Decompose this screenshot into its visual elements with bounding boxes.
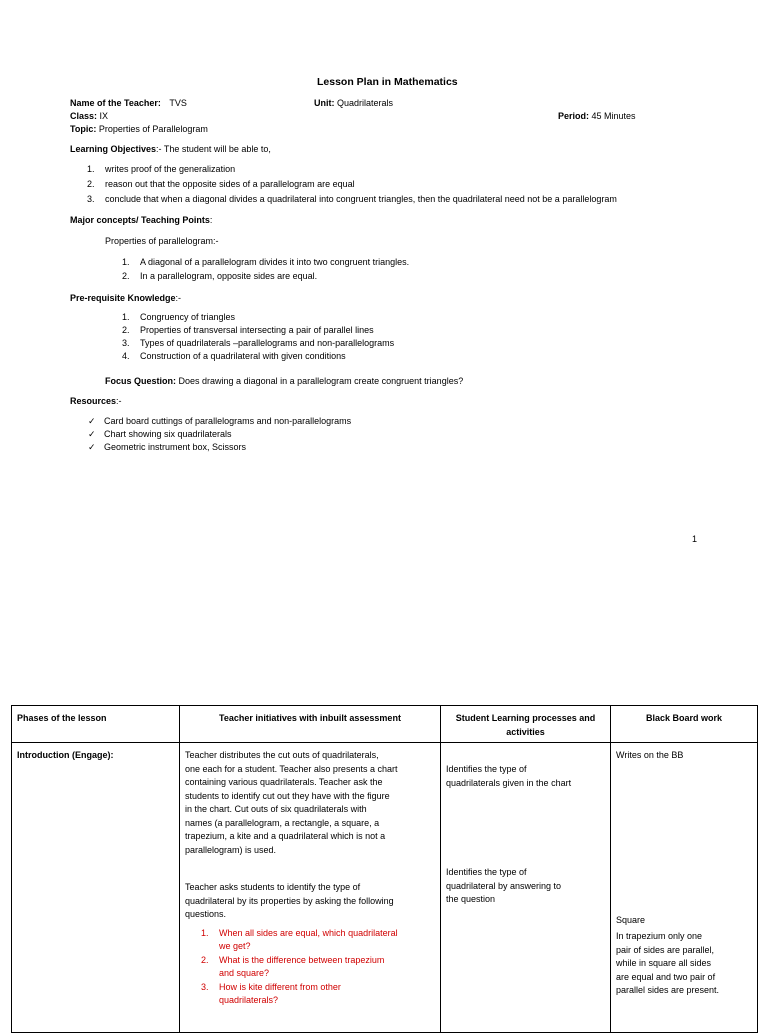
board-text-3: In trapezium only one pair of sides are parallel, while in square all sides are equal and two pair of parallel sides are present.: [616, 931, 720, 995]
focus-question-text: Does drawing a diagonal in a parallelogram create congruent triangles?: [178, 376, 464, 386]
list-item: 4. Construction of a quadrilateral with given conditions: [122, 351, 346, 361]
checkmark-icon: ✓: [88, 442, 96, 452]
board-cell: [611, 743, 758, 1033]
teacher-paragraph-2: Teacher asks students to identify the type of quadrilateral by its properties by asking the following questions.: [185, 882, 394, 919]
list-item: 2. What is the difference between trapezium and square?: [201, 954, 385, 978]
list-item: 3. conclude that when a diagonal divides a quadrilateral into congruent triangles, then the quadrilateral need not be a parallelogram: [87, 194, 617, 204]
page-number: 1: [692, 534, 698, 544]
teacher-value: TVS: [169, 98, 187, 108]
unit-label: Unit: [314, 98, 332, 108]
student-paragraph-2: Identifies the type of quadrilateral by answering to the question: [446, 867, 562, 904]
table-header-row: [12, 706, 758, 743]
list-item: 1. Congruency of triangles: [122, 312, 236, 322]
board-text-2: Square: [616, 914, 646, 925]
teacher-label: Name of the Teacher: [70, 98, 158, 108]
class-label: Class: [70, 111, 95, 121]
checkmark-icon: ✓: [88, 416, 96, 426]
period-label: Period: [558, 111, 587, 121]
teacher-cell: [180, 743, 441, 1033]
page-title: Lesson Plan in Mathematics: [317, 76, 458, 88]
list-item: 3. How is kite different from other quadrilaterals?: [201, 981, 341, 1005]
lesson-phases-table: [11, 705, 758, 1033]
resources-heading: Resources:-: [70, 396, 122, 406]
unit-line: Unit: Quadrilaterals: [314, 98, 394, 108]
phase-label: Introduction (Engage):: [17, 750, 114, 760]
header-teacher: Teacher initiatives with inbuilt assessment: [180, 706, 441, 743]
teacher-questions-list: [185, 927, 435, 1008]
header-phases: Phases of the lesson: [12, 706, 180, 743]
list-item: 2. In a parallelogram, opposite sides are equal.: [122, 271, 318, 281]
board-text-1: Writes on the BB: [616, 750, 684, 760]
teacher-line: Name of the Teacher: TVS: [70, 98, 187, 108]
list-item: ✓ Card board cuttings of parallelograms and non-parallelograms: [88, 416, 352, 426]
student-cell: [441, 743, 611, 1033]
period-line: Period: 45 Minutes: [558, 111, 636, 121]
prerequisite-list: [122, 311, 394, 363]
teacher-paragraph-1: Teacher distributes the cut outs of quadrilaterals, one each for a student. Teacher also presents a chart containing various quadrilaterals. Teacher ask the students to identify cut out they have with the figure in the chart. Cut outs of six quadrilaterals with names (a parallelogram, a rectangle, a square, a trapezium, a kite and a quadrilateral which is not a parallelogram) is used.: [185, 750, 398, 855]
learning-objectives-list: [87, 163, 617, 206]
learning-objectives-heading: Learning Objectives:- The student will be able to,: [70, 144, 271, 154]
header-board: Black Board work: [611, 706, 758, 743]
major-concepts-subheading: Properties of parallelogram:-: [105, 236, 219, 246]
period-value: 45 Minutes: [591, 111, 636, 121]
list-item: ✓ Geometric instrument box, Scissors: [88, 442, 247, 452]
class-value: IX: [99, 111, 109, 121]
checkmark-icon: ✓: [88, 429, 96, 439]
list-item: 1. When all sides are equal, which quadrilateral we get?: [201, 927, 398, 951]
header-student: Student Learning processes and activities: [441, 706, 611, 743]
phase-cell: [12, 743, 180, 1033]
class-line: Class: IX: [70, 111, 109, 121]
list-item: ✓ Chart showing six quadrilaterals: [88, 429, 232, 439]
topic-line: Topic: Properties of Parallelogram: [70, 124, 208, 134]
student-paragraph-1: Identifies the type of quadrilaterals given in the chart: [446, 764, 572, 788]
list-item: 2. Properties of transversal intersecting a pair of parallel lines: [122, 325, 374, 335]
table-row: [12, 743, 758, 1033]
list-item: 1. A diagonal of a parallelogram divides it into two congruent triangles.: [122, 257, 410, 267]
list-item: 2. reason out that the opposite sides of a parallelogram are equal: [87, 179, 355, 189]
prerequisite-heading: Pre-requisite Knowledge:-: [70, 293, 182, 303]
focus-question-label: Focus Question:: [105, 376, 177, 386]
resources-list: [88, 415, 351, 454]
unit-value: Quadrilaterals: [337, 98, 394, 108]
list-item: 1. writes proof of the generalization: [87, 164, 236, 174]
topic-value: Properties of Parallelogram: [98, 124, 208, 134]
major-concepts-list: [122, 256, 409, 283]
focus-question: [105, 376, 463, 386]
list-item: 3. Types of quadrilaterals –parallelograms and non-parallelograms: [122, 338, 395, 348]
major-concepts-heading: Major concepts/ Teaching Points:: [70, 215, 213, 225]
topic-label: Topic: [70, 124, 94, 134]
